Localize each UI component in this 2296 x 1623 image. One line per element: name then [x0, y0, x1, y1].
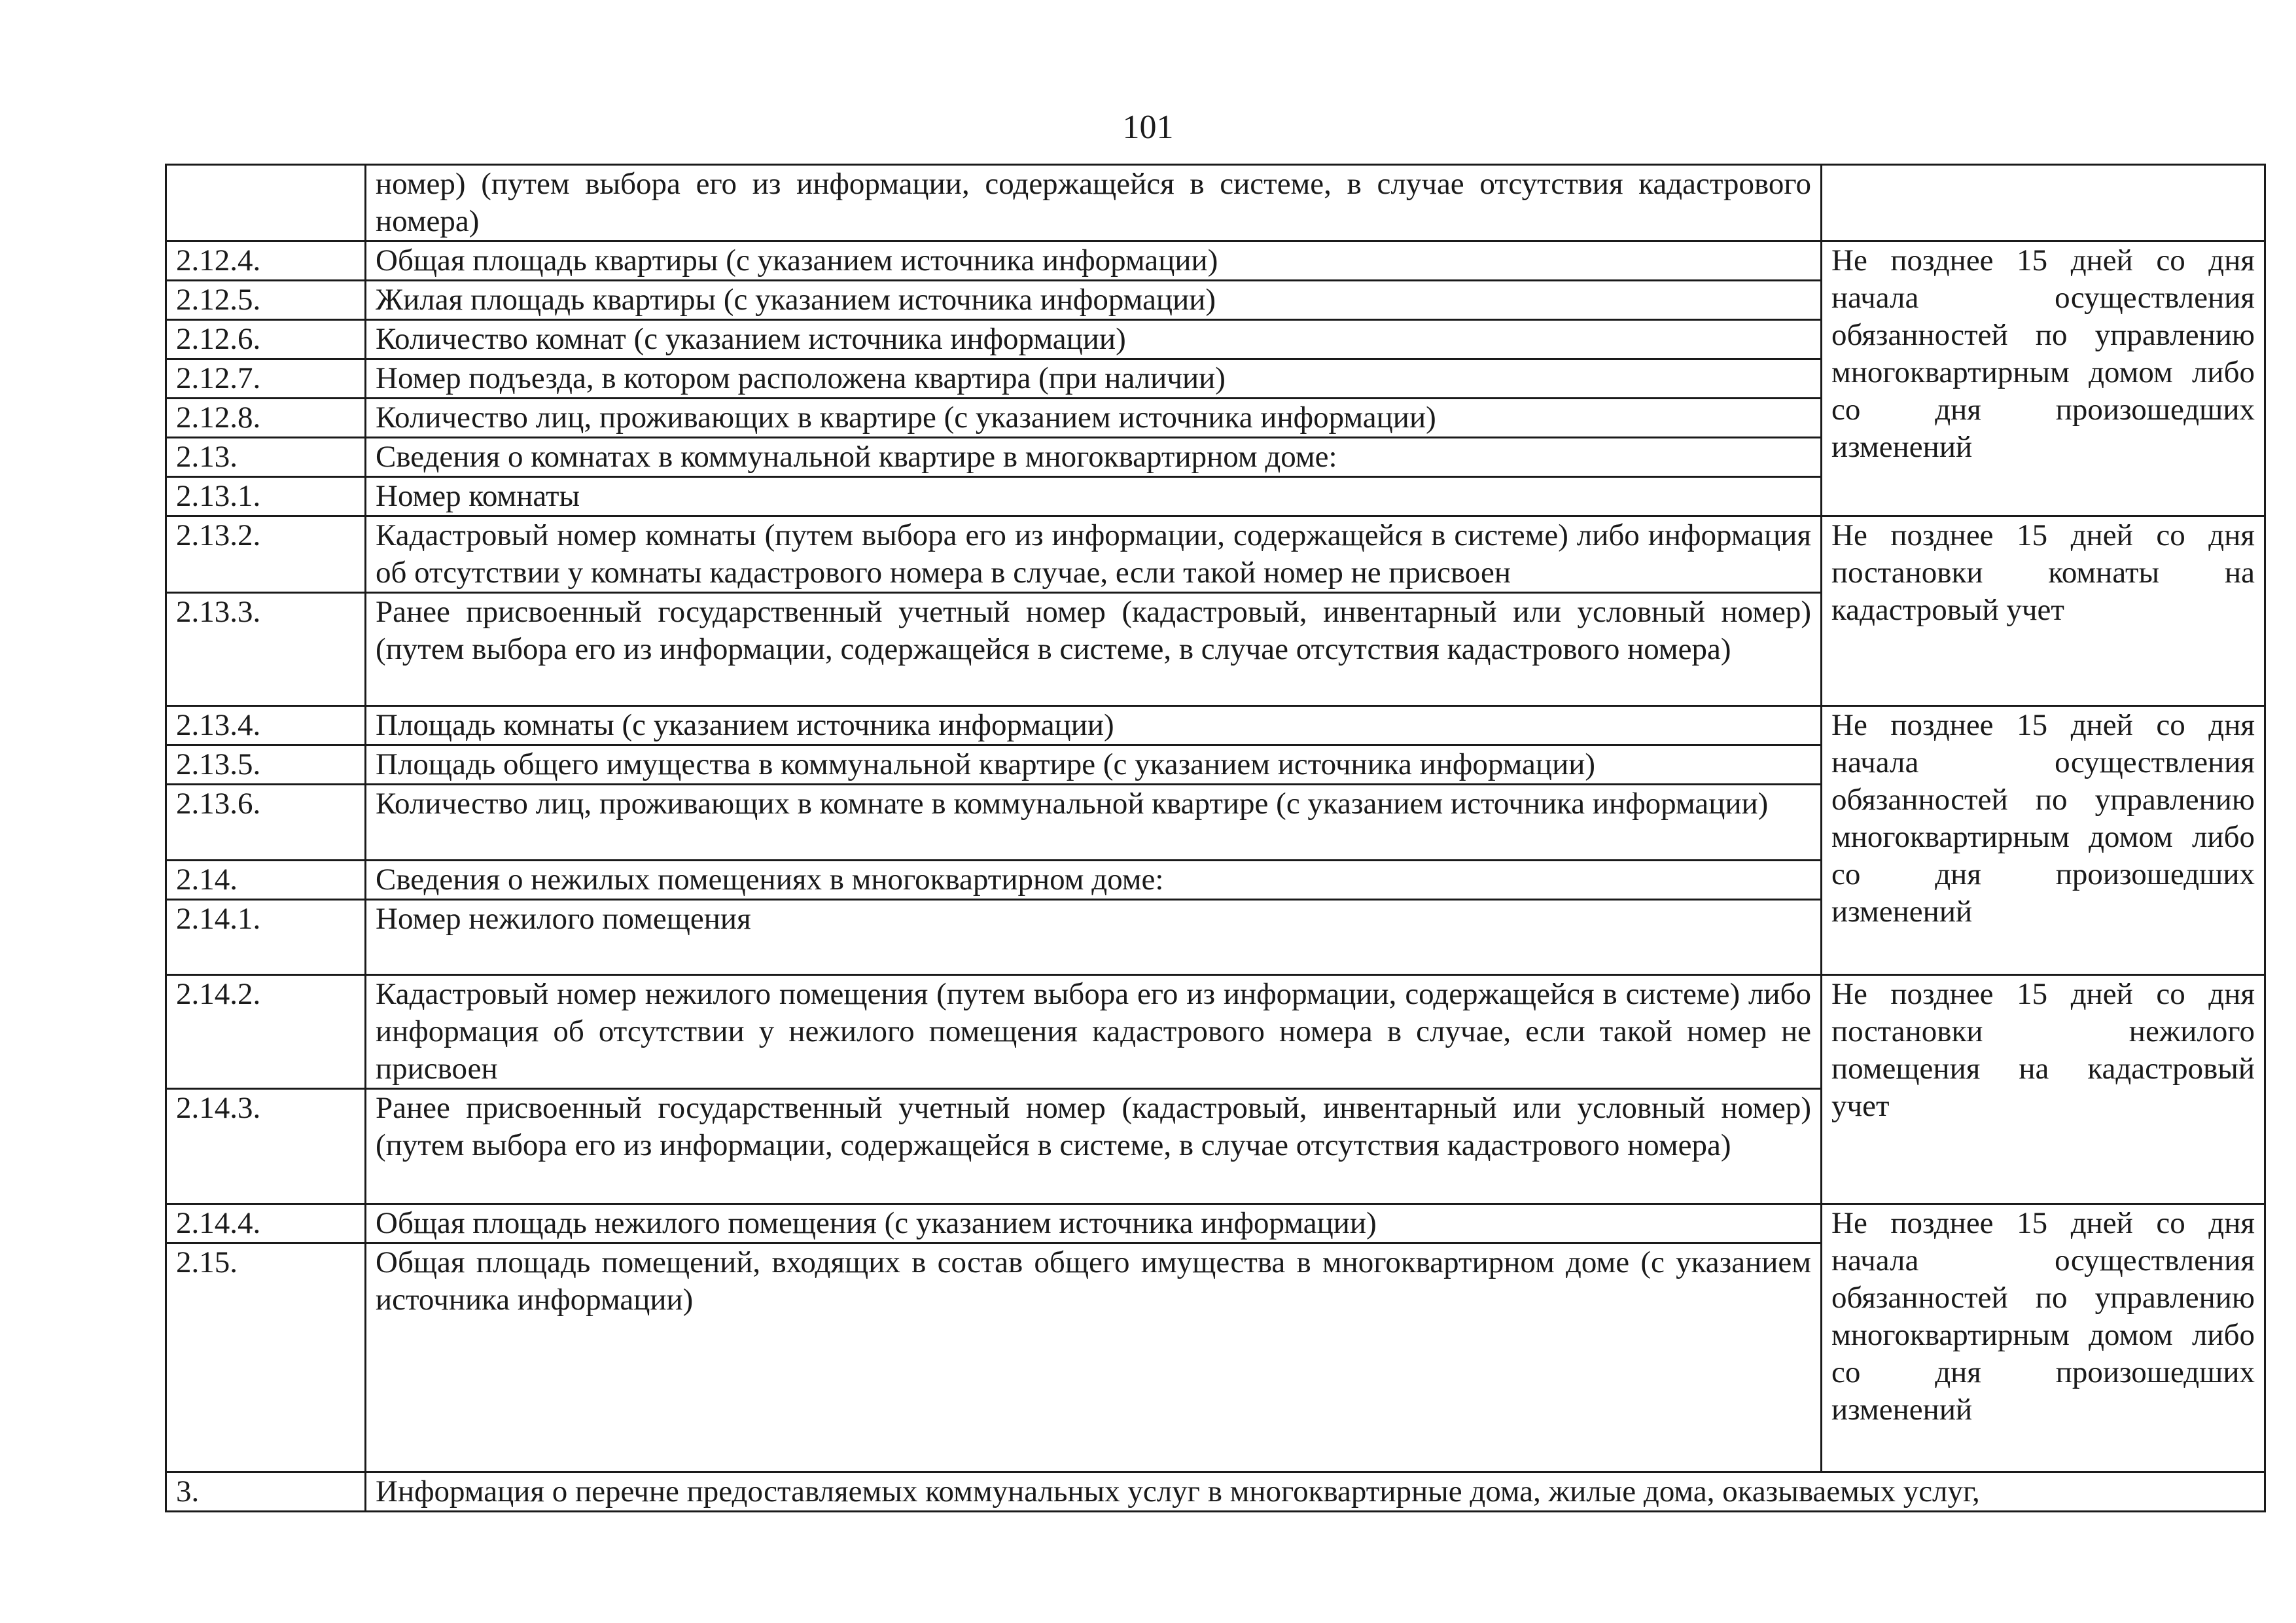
item-number: 2.14.: [166, 861, 366, 900]
item-description: Кадастровый номер комнаты (путем выбора его из информации, содержащейся в системе) либо информация об отсутствии у комнаты кадастрового номера в случае, если такой номер не присвоен: [366, 516, 1822, 593]
deadline-cell: Не позднее 15 дней со дня постановки комнаты на кадастровый учет: [1822, 516, 2265, 706]
item-description: Количество лиц, проживающих в комнате в коммунальной квартире (с указанием источника информации): [366, 785, 1822, 861]
item-number: 2.14.4.: [166, 1204, 366, 1243]
table-row: [166, 1204, 2265, 1243]
item-description: Кадастровый номер нежилого помещения (путем выбора его из информации, содержащейся в системе) либо информация об отсутствии у нежилого помещения кадастрового номера в случае, если такой номер не присвоен: [366, 975, 1822, 1089]
item-description: Номер нежилого помещения: [366, 900, 1822, 975]
table-row: [166, 165, 2265, 241]
item-number: 2.13.3.: [166, 593, 366, 706]
table-row: [166, 241, 2265, 281]
item-number: 2.14.3.: [166, 1089, 366, 1204]
item-description: Количество комнат (с указанием источника информации): [366, 320, 1822, 359]
item-number: 2.14.1.: [166, 900, 366, 975]
item-number: 2.13.5.: [166, 745, 366, 785]
item-description: Площадь общего имущества в коммунальной квартире (с указанием источника информации): [366, 745, 1822, 785]
item-description: Площадь комнаты (с указанием источника информации): [366, 706, 1822, 745]
item-number: 2.12.4.: [166, 241, 366, 281]
table-row: [166, 516, 2265, 593]
item-number: 2.13.1.: [166, 477, 366, 516]
requirements-table: [165, 164, 2266, 1512]
item-description: Общая площадь помещений, входящих в состав общего имущества в многоквартирном доме (с указанием источника информации): [366, 1243, 1822, 1472]
page-number: 101: [1122, 109, 1174, 146]
item-number: 2.13.4.: [166, 706, 366, 745]
item-number: [166, 165, 366, 241]
deadline-cell: [1822, 165, 2265, 241]
item-description: Номер комнаты: [366, 477, 1822, 516]
item-description: Количество лиц, проживающих в квартире (с указанием источника информации): [366, 399, 1822, 438]
deadline-cell: Не позднее 15 дней со дня постановки нежилого помещения на кадастровый учет: [1822, 975, 2265, 1204]
item-description: Ранее присвоенный государственный учетный номер (кадастровый, инвентарный или условный номер) (путем выбора его из информации, содержащейся в системе, в случае отсутствия кадастрового номера): [366, 593, 1822, 706]
item-description: Общая площадь нежилого помещения (с указанием источника информации): [366, 1204, 1822, 1243]
table-row: [166, 706, 2265, 745]
item-number: 2.13.6.: [166, 785, 366, 861]
deadline-cell: Не позднее 15 дней со дня начала осуществления обязанностей по управлению многоквартирным домом либо со дня произошедших изменений: [1822, 1204, 2265, 1472]
item-number: 2.12.5.: [166, 281, 366, 320]
item-number: 2.14.2.: [166, 975, 366, 1089]
item-number: 2.15.: [166, 1243, 366, 1472]
item-number: 2.13.2.: [166, 516, 366, 593]
table-row: [166, 975, 2265, 1089]
deadline-cell: Не позднее 15 дней со дня начала осуществления обязанностей по управлению многоквартирным домом либо со дня произошедших изменений: [1822, 706, 2265, 975]
item-number: 3.: [166, 1472, 366, 1512]
item-description: Сведения о комнатах в коммунальной квартире в многоквартирном доме:: [366, 438, 1822, 477]
item-number: 2.12.6.: [166, 320, 366, 359]
item-number: 2.13.: [166, 438, 366, 477]
item-description: Жилая площадь квартиры (с указанием источника информации): [366, 281, 1822, 320]
item-number: 2.12.7.: [166, 359, 366, 399]
deadline-cell: Не позднее 15 дней со дня начала осуществления обязанностей по управлению многоквартирным домом либо со дня произошедших изменений: [1822, 241, 2265, 516]
item-description: Номер подъезда, в котором расположена квартира (при наличии): [366, 359, 1822, 399]
item-number: 2.12.8.: [166, 399, 366, 438]
item-description: Информация о перечне предоставляемых коммунальных услуг в многоквартирные дома, жилые дома, оказываемых услуг,: [366, 1472, 2265, 1512]
item-description: номер) (путем выбора его из информации, содержащейся в системе, в случае отсутствия кадастрового номера): [366, 165, 1822, 241]
table-row: [166, 1472, 2265, 1512]
item-description: Общая площадь квартиры (с указанием источника информации): [366, 241, 1822, 281]
item-description: Ранее присвоенный государственный учетный номер (кадастровый, инвентарный или условный номер) (путем выбора его из информации, содержащейся в системе, в случае отсутствия кадастрового номера): [366, 1089, 1822, 1204]
item-description: Сведения о нежилых помещениях в многоквартирном доме:: [366, 861, 1822, 900]
